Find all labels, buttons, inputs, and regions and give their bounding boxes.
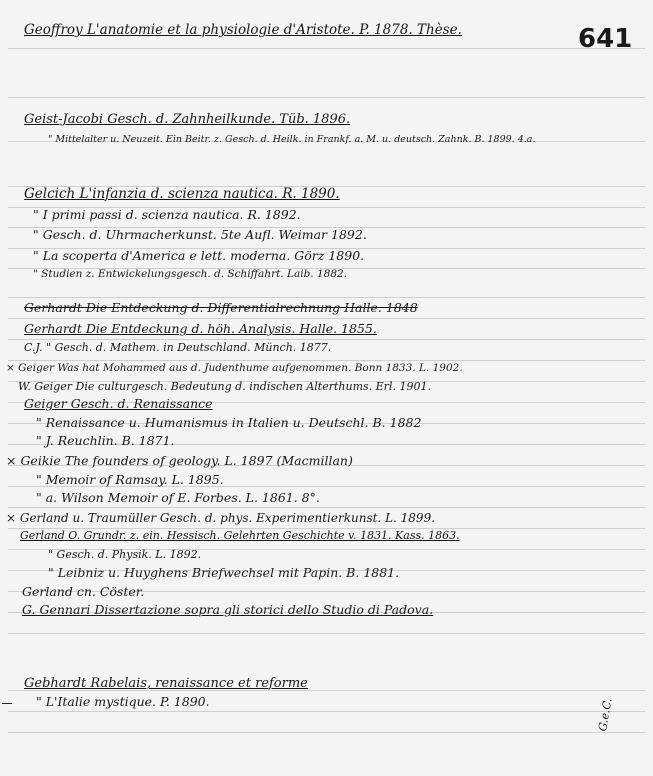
- entry-line: G. Gennari Dissertazione sopra gli storici dello Studio di Padova.: [22, 602, 434, 617]
- entry-line: " Studien z. Entwickelungsgesch. d. Schiffahrt. Laib. 1882.: [33, 268, 348, 280]
- entry-line: " J. Reuchlin. B. 1871.: [36, 433, 175, 448]
- entry-line: " Renaissance u. Humanismus in Italien u. Deutschl. B. 1882: [36, 415, 422, 430]
- entry-line: " Gesch. d. Uhrmacherkunst. 5te Aufl. Weimar 1892.: [33, 227, 367, 242]
- ruled-line: [8, 297, 645, 298]
- entry-line: Gerland O. Grundr. z. ein. Hessisch. Gelehrten Geschichte v. 1831. Kass. 1863.: [20, 529, 460, 542]
- entry-line: × Gerland u. Traumüller Gesch. d. phys. Experimentierkunst. L. 1899.: [6, 511, 436, 525]
- entry-line: Geist-Jacobi Gesch. d. Zahnheilkunde. Tüb. 1896.: [24, 112, 351, 127]
- ruled-line: [8, 711, 645, 712]
- entry-line: " Leibniz u. Huyghens Briefwechsel mit Papin. B. 1881.: [48, 565, 400, 580]
- entry-line: " I primi passi d. scienza nautica. R. 1892.: [33, 207, 301, 222]
- entry-line: Gerhardt Die Entdeckung d. höh. Analysis. Halle. 1855.: [24, 321, 377, 336]
- ruled-line: [8, 48, 645, 49]
- corner-note: G.e.C.: [596, 697, 615, 733]
- entry-line: " a. Wilson Memoir of E. Forbes. L. 1861. 8°.: [36, 490, 320, 505]
- margin-dash: [2, 703, 12, 704]
- entry-line: Gerland cn. Cöster.: [22, 584, 145, 599]
- entry-line: × Geikie The founders of geology. L. 1897 (Macmillan): [6, 453, 353, 468]
- ruled-line: [8, 633, 645, 634]
- ruled-line: [8, 318, 645, 319]
- entry-line: W. Geiger Die culturgesch. Bedeutung d. indischen Alterthums. Erl. 1901.: [18, 380, 431, 393]
- entry-line: Gelcich L'infanzia d. scienza nautica. R. 1890.: [24, 186, 340, 202]
- entry-line: Gerhardt Die Entdeckung d. Differentialrechnung Halle. 1848: [24, 300, 418, 315]
- entry-line: C.J. " Gesch. d. Mathem. in Deutschland. Münch. 1877.: [24, 341, 332, 354]
- entry-line: " L'Italie mystique. P. 1890.: [36, 694, 210, 709]
- entry-line: " Memoir of Ramsay. L. 1895.: [36, 472, 224, 487]
- ruled-line: [8, 97, 645, 98]
- entry-line: Geiger Gesch. d. Renaissance: [24, 396, 213, 411]
- entry-line: × Geiger Was hat Mohammed aus d. Judenthume aufgenommen. Bonn 1833. L. 1902.: [6, 362, 463, 374]
- entry-line: Geoffroy L'anatomie et la physiologie d'Aristote. P. 1878. Thèse.: [24, 22, 462, 38]
- entry-line: " Gesch. d. Physik. L. 1892.: [48, 548, 202, 561]
- ruled-line: [8, 507, 645, 508]
- entry-line: " La scoperta d'America e lett. moderna. Görz 1890.: [33, 248, 365, 263]
- ruled-line: [8, 732, 645, 733]
- entry-line: " Mittelalter u. Neuzeit. Ein Beitr. z. Gesch. d. Heilk. in Frankf. a. M. u. deutsch. Zahnk. B. 1899. 4.a.: [48, 134, 536, 145]
- page-number: 641: [578, 24, 633, 54]
- entry-line: Gebhardt Rabelais, renaissance et reforme: [24, 676, 308, 691]
